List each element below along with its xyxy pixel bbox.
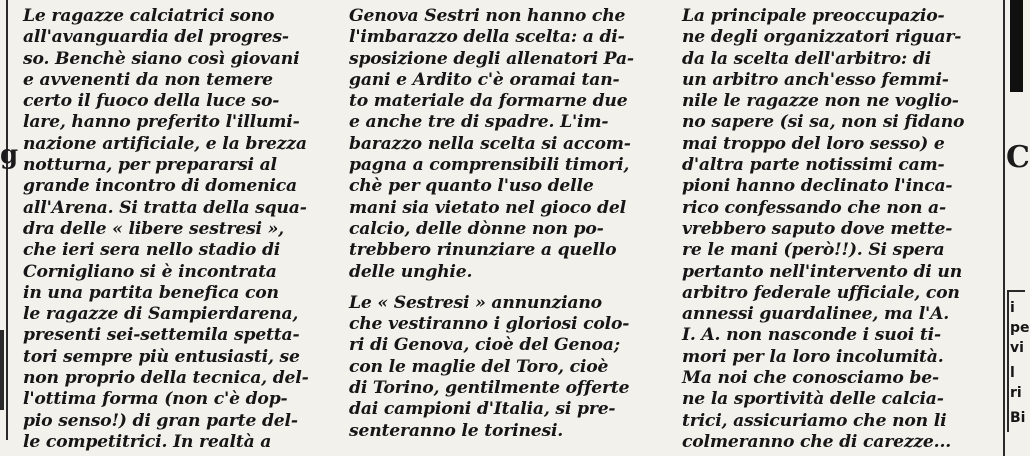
article-text-line: non proprio della tecnica, del- xyxy=(23,368,309,389)
article-text-line: all'Arena. Si tratta della squa- xyxy=(23,197,307,218)
article-text-line: mori per la loro incolumità. xyxy=(682,346,944,367)
article-text-line: no sapere (si sa, non si fidano xyxy=(682,112,965,133)
article-text-line: pertanto nell'intervento di un xyxy=(682,261,963,282)
adjacent-column-fragment: vi xyxy=(1010,340,1024,356)
article-text-line: to materiale da formarne due xyxy=(349,91,628,112)
article-text-line: Cornigliano si è incontrata xyxy=(23,261,277,282)
adjacent-column-fragment: pe xyxy=(1010,320,1030,336)
article-text-line: in una partita benefica con xyxy=(23,282,279,303)
article-text-line: ne degli organizzatori riguar- xyxy=(682,27,962,48)
article-text-line: ri di Genova, cioè del Genoa; xyxy=(349,335,620,356)
article-text-line: trebbero rinunziare a quello xyxy=(349,240,617,261)
adjacent-column-fragment: ri xyxy=(1010,385,1022,401)
article-text-line: da la scelta dell'arbitro: di xyxy=(682,48,931,69)
article-text-line: pioni hanno declinato l'inca- xyxy=(682,176,953,197)
article-text-line: Ma noi che conosciamo be- xyxy=(682,368,939,389)
article-text-line xyxy=(349,283,667,293)
article-text-line: delle unghie. xyxy=(349,261,473,282)
article-text-line: certo il fuoco della luce so- xyxy=(23,91,280,112)
article-text-line: presenti sei-settemila spetta- xyxy=(23,325,300,346)
article-text-line: l'imbarazzo della scelta: a di- xyxy=(349,27,625,48)
article-text-line: che vestiranno i gloriosi colo- xyxy=(349,314,630,335)
article-text-line: pio senso!) di gran parte del- xyxy=(23,410,298,431)
article-column-1 xyxy=(23,6,341,453)
adjacent-column-fragment: l xyxy=(1010,365,1015,381)
article-text-line: che ieri sera nello stadio di xyxy=(23,240,281,261)
article-text-line: e anche tre di spadre. L'im- xyxy=(349,112,609,133)
cut-off-rule-left xyxy=(0,330,4,410)
article-text-line: mani sia vietato nel gioco del xyxy=(349,197,626,218)
article-text-line: dai campioni d'Italia, si pre- xyxy=(349,399,616,420)
article-text-line: arbitro federale ufficiale, con xyxy=(682,282,960,303)
article-text-line: con le maglie del Toro, cioè xyxy=(349,356,609,377)
article-text-line: so. Benchè siano così giovani xyxy=(23,48,300,69)
article-text-line: senteranno le torinesi. xyxy=(349,420,564,441)
column-rule-right xyxy=(1003,0,1005,456)
article-text-line: ne la sportività delle calcia- xyxy=(682,389,944,410)
article-text-line: calcio, delle dònne non po- xyxy=(349,218,604,239)
article-text-line: gani e Ardito c'è oramai tan- xyxy=(349,69,620,90)
article-text-line: trici, assicuriamo che non li xyxy=(682,410,947,431)
adjacent-column-fragment: Bi xyxy=(1010,410,1026,426)
article-column-2 xyxy=(349,6,667,442)
article-text-line: Le « Sestresi » annunziano xyxy=(349,292,602,313)
article-text-line: La principale preoccupazio- xyxy=(682,6,945,26)
article-text-line: pagna a comprensibili timori, xyxy=(349,155,630,176)
article-text-line: all'avanguardia del progres- xyxy=(23,27,289,48)
article-text-line: le ragazze di Sampierdarena, xyxy=(23,304,299,325)
article-text-line: nazione artificiale, e la brezza xyxy=(23,133,307,154)
adjacent-column-fragment: i xyxy=(1010,300,1015,316)
cut-off-glyph-right: C xyxy=(1006,140,1030,175)
article-text-line: e avvenenti da non temere xyxy=(23,69,273,90)
article-text-line: sposizione degli allenatori Pa- xyxy=(349,48,634,69)
article-column-3 xyxy=(682,6,994,453)
article-text-line: barazzo nella scelta si accom- xyxy=(349,133,631,154)
article-text-line: d'altra parte notissimi cam- xyxy=(682,155,945,176)
article-text-line: colmeranno che di carezze... xyxy=(682,431,952,452)
article-text-line: re le mani (però!!). Si spera xyxy=(682,240,945,261)
article-text-line: grande incontro di domenica xyxy=(23,176,297,197)
article-text-line: nile le ragazze non ne voglio- xyxy=(682,91,959,112)
article-text-line: vrebbero saputo dove mette- xyxy=(682,218,953,239)
column-rule-left xyxy=(6,0,8,440)
article-text-line: tori sempre più entusiasti, se xyxy=(23,346,300,367)
cut-off-headline-block xyxy=(1010,0,1023,92)
article-text-line: Le ragazze calciatrici sono xyxy=(23,6,275,26)
article-text-line: lare, hanno preferito l'illumi- xyxy=(23,112,300,133)
cut-off-glyph-left: g xyxy=(0,140,19,170)
article-text-line: un arbitro anch'esso femmi- xyxy=(682,69,949,90)
article-text-line: l'ottima forma (non c'è dop- xyxy=(23,389,288,410)
article-text-line: dra delle « libere sestresi », xyxy=(23,218,284,239)
article-text-line: le competitrici. In realtà a xyxy=(23,431,272,452)
article-text-line: chè per quanto l'uso delle xyxy=(349,176,594,197)
article-text-line: di Torino, gentilmente offerte xyxy=(349,378,630,399)
article-text-line: I. A. non nasconde i suoi ti- xyxy=(682,325,941,346)
article-text-line: mai troppo del loro sesso) e xyxy=(682,133,945,154)
article-text-line: annessi guardalinee, ma l'A. xyxy=(682,304,949,325)
article-text-line: notturna, per prepararsi al xyxy=(23,155,277,176)
article-text-line: rico confessando che non a- xyxy=(682,197,946,218)
article-text-line: Genova Sestri non hanno che xyxy=(349,6,626,26)
